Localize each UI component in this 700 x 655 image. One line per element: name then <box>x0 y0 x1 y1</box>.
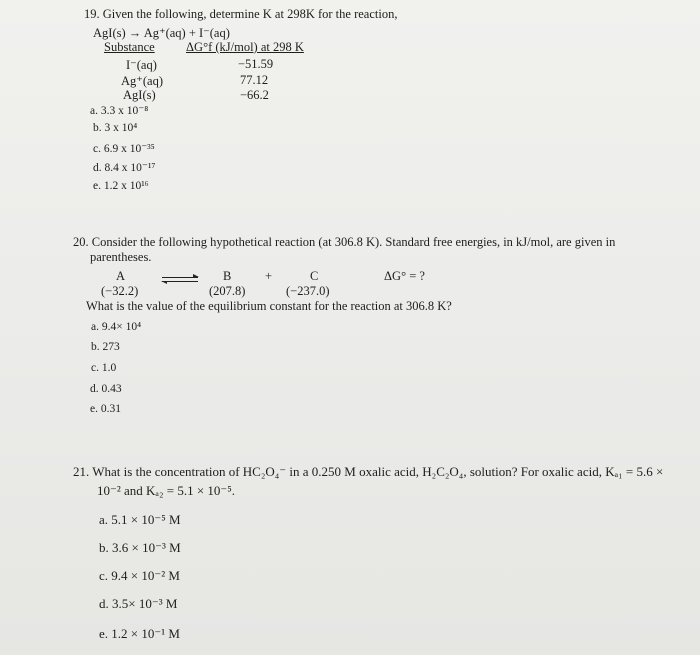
q19-row-substance: Ag⁺(aq) <box>121 74 163 88</box>
q20-dg-label: ΔG° = ? <box>384 269 425 283</box>
choice-letter: a. <box>91 321 99 333</box>
q20-energy-a: (−32.2) <box>101 284 139 298</box>
choice-text: 1.2 x 10¹⁶ <box>103 180 149 192</box>
q20-choice-d <box>90 383 122 395</box>
q19-choice-a <box>90 103 148 117</box>
q19-table-header-dg: ΔG°f (kJ/mol) at 298 K <box>186 40 304 54</box>
q20-choice-b <box>91 341 120 353</box>
q19-row-value: 77.12 <box>240 73 269 87</box>
q21-choice-a <box>99 512 181 528</box>
choice-text: 3 x 10⁴ <box>104 122 138 134</box>
choice-letter: a. <box>90 105 98 117</box>
choice-text: 1.2 × 10⁻¹ M <box>111 626 180 641</box>
q20-plus: + <box>265 269 273 283</box>
choice-letter: e. <box>99 626 109 641</box>
choice-text: 9.4× 10⁴ <box>101 321 142 333</box>
choice-letter: a. <box>99 512 109 527</box>
q20-prompt-line1: 20. Consider the following hypothetical reaction (at 306.8 K). Standard free energies, in kJ/mol, are given in <box>73 235 616 249</box>
q20-choice-c <box>91 362 116 374</box>
choice-text: 273 <box>102 341 120 353</box>
choice-text: 5.1 × 10⁻⁵ M <box>111 512 181 527</box>
choice-text: 0.31 <box>100 403 121 415</box>
choice-letter: d. <box>93 162 102 174</box>
q19-choice-b <box>93 122 137 134</box>
q19-choice-d <box>93 160 155 174</box>
choice-letter: d. <box>90 383 99 395</box>
choice-text: 9.4 × 10⁻² M <box>111 568 180 583</box>
q21-choice-e <box>99 626 180 642</box>
choice-letter: c. <box>93 143 101 155</box>
choice-text: 3.3 x 10⁻⁸ <box>100 105 149 117</box>
q20-choice-e <box>90 403 121 415</box>
q19-row-substance: I⁻(aq) <box>126 58 157 72</box>
q19-choice-c <box>93 141 155 155</box>
choice-text: 6.9 x 10⁻³⁵ <box>103 143 155 155</box>
q21-prompt-line2: 10⁻² and Kₐ₂ = 5.1 × 10⁻⁵. <box>97 483 236 498</box>
q20-prompt-line2: parentheses. <box>90 250 152 264</box>
choice-letter: c. <box>99 568 109 583</box>
q21-choice-b <box>99 540 181 556</box>
q19-row-value: −51.59 <box>238 57 274 71</box>
q19-row-substance: AgI(s) <box>123 88 156 102</box>
choice-letter: e. <box>93 180 101 192</box>
q21-prompt-line1: 21. What is the concentration of HC₂O₄⁻ in a 0.250 M oxalic acid, H₂C₂O₄, solution? For oxalic acid, Kₐ₁ = 5.6 × <box>73 464 664 479</box>
q20-species-a: A <box>116 269 126 283</box>
q21-choice-d <box>99 596 177 612</box>
choice-letter: b. <box>91 341 100 353</box>
q20-energy-c: (−237.0) <box>286 284 330 298</box>
q21-choice-c <box>99 568 180 584</box>
choice-letter: d. <box>99 596 109 611</box>
choice-text: 1.0 <box>101 362 117 374</box>
q19-row-value: −66.2 <box>240 88 269 102</box>
choice-letter: e. <box>90 403 98 415</box>
q20-species-c: C <box>310 269 319 283</box>
choice-letter: b. <box>99 540 109 555</box>
q20-species-b: B <box>223 269 232 283</box>
choice-text: 3.5× 10⁻³ M <box>112 596 178 611</box>
choice-text: 3.6 × 10⁻³ M <box>112 540 181 555</box>
q20-energy-b: (207.8) <box>209 284 246 298</box>
choice-letter: c. <box>91 362 99 374</box>
choice-text: 8.4 x 10⁻¹⁷ <box>104 162 156 174</box>
q19-prompt: 19. Given the following, determine K at 298K for the reaction, <box>84 7 398 21</box>
q19-choice-e <box>93 180 149 192</box>
q19-reaction: AgI(s) → Ag⁺(aq) + I⁻(aq) <box>93 26 230 40</box>
choice-letter: b. <box>93 122 102 134</box>
choice-text: 0.43 <box>101 383 122 395</box>
q19-table-header-substance: Substance <box>104 40 155 54</box>
equilibrium-arrow-icon <box>160 272 200 290</box>
q20-choice-a <box>91 321 141 333</box>
q20-question: What is the value of the equilibrium constant for the reaction at 306.8 K? <box>86 299 452 313</box>
